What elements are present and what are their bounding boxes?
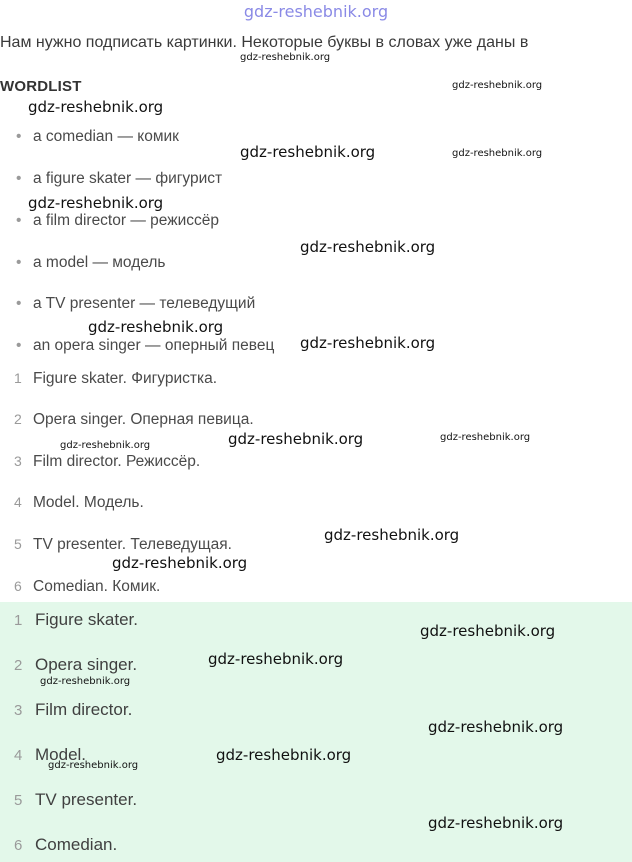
bullet-icon: • (16, 295, 22, 312)
answer-row (14, 536, 232, 554)
watermark: gdz-reshebnik.org (420, 622, 556, 640)
bullet-icon: • (16, 337, 22, 354)
wordlist-item-text: an opera singer — оперный певец (33, 337, 275, 354)
answer-row (14, 578, 160, 596)
watermark: gdz-reshebnik.org (428, 814, 564, 832)
watermark: gdz-reshebnik.org (428, 718, 564, 736)
answer-text: Film director. Режиссёр. (33, 453, 201, 470)
answer-number: 1 (14, 612, 23, 629)
answer-number: 6 (14, 578, 22, 594)
wordlist-item (16, 128, 179, 146)
wordlist-item-text: a comedian — комик (33, 128, 179, 145)
answer-number: 2 (14, 411, 22, 427)
bullet-icon: • (16, 212, 22, 229)
answer-number: 3 (14, 702, 23, 719)
answer-text: Figure skater. (35, 610, 138, 629)
answer-text: Film director. (35, 700, 133, 719)
watermark: gdz-reshebnik.org (240, 52, 331, 63)
answer-number: 1 (14, 370, 22, 386)
answer-text: Figure skater. Фигуристка. (33, 370, 218, 387)
wordlist-item-text: a model — модель (33, 254, 166, 271)
answer-row (14, 453, 200, 471)
wordlist-item (16, 295, 255, 313)
wordlist-heading: WORDLIST (0, 78, 82, 95)
answer-text: Opera singer. Оперная певица. (33, 411, 254, 428)
watermark: gdz-reshebnik.org (88, 318, 224, 336)
wordlist-item (16, 212, 219, 230)
wordlist-item (16, 254, 165, 272)
answer-row (14, 494, 144, 512)
answer-number: 5 (14, 536, 22, 552)
answer-text: Model. (35, 745, 87, 764)
green-answer-row (14, 835, 117, 855)
watermark: gdz-reshebnik.org (28, 194, 164, 212)
green-answer-row (14, 700, 132, 720)
watermark: gdz-reshebnik.org (40, 676, 131, 687)
answer-text: Comedian. (35, 835, 118, 854)
watermark: gdz-reshebnik.org (48, 760, 139, 771)
bullet-icon: • (16, 254, 22, 271)
answer-text: TV presenter. (35, 790, 138, 809)
site-watermark-top: gdz-reshebnik.org (243, 2, 389, 21)
answer-number: 3 (14, 453, 22, 469)
watermark: gdz-reshebnik.org (240, 143, 376, 161)
answer-text: Opera singer. (35, 655, 138, 674)
watermark: gdz-reshebnik.org (452, 80, 543, 91)
answer-number: 5 (14, 792, 23, 809)
answer-number: 4 (14, 494, 22, 510)
green-answer-row (14, 655, 137, 675)
watermark: gdz-reshebnik.org (228, 430, 364, 448)
wordlist-item (16, 337, 274, 355)
watermark: gdz-reshebnik.org (300, 334, 436, 352)
wordlist-item-text: a TV presenter — телеведущий (33, 295, 256, 312)
answer-text: TV presenter. Телеведущая. (33, 536, 232, 553)
green-answer-row (14, 610, 138, 630)
green-answer-row (14, 790, 137, 810)
answer-text: Comedian. Комик. (33, 578, 161, 595)
answer-row (14, 370, 217, 388)
bullet-icon: • (16, 128, 22, 145)
wordlist-item-text: a figure skater — фигурист (33, 170, 223, 187)
answer-text: Model. Модель. (33, 494, 144, 511)
answer-number: 2 (14, 657, 23, 674)
watermark: gdz-reshebnik.org (208, 650, 344, 668)
answer-row (14, 411, 254, 429)
wordlist-item-text: a film director — режиссёр (33, 212, 219, 229)
watermark: gdz-reshebnik.org (112, 554, 248, 572)
wordlist-item (16, 170, 222, 188)
watermark: gdz-reshebnik.org (452, 148, 543, 159)
bullet-icon: • (16, 170, 22, 187)
watermark: gdz-reshebnik.org (60, 440, 151, 451)
watermark: gdz-reshebnik.org (324, 526, 460, 544)
watermark: gdz-reshebnik.org (216, 746, 352, 764)
answer-number: 4 (14, 747, 23, 764)
watermark: gdz-reshebnik.org (440, 432, 531, 443)
answer-number: 6 (14, 837, 23, 854)
intro-text: Нам нужно подписать картинки. Некоторые буквы в словах уже даны в (0, 34, 529, 51)
watermark: gdz-reshebnik.org (28, 98, 164, 116)
watermark: gdz-reshebnik.org (300, 238, 436, 256)
